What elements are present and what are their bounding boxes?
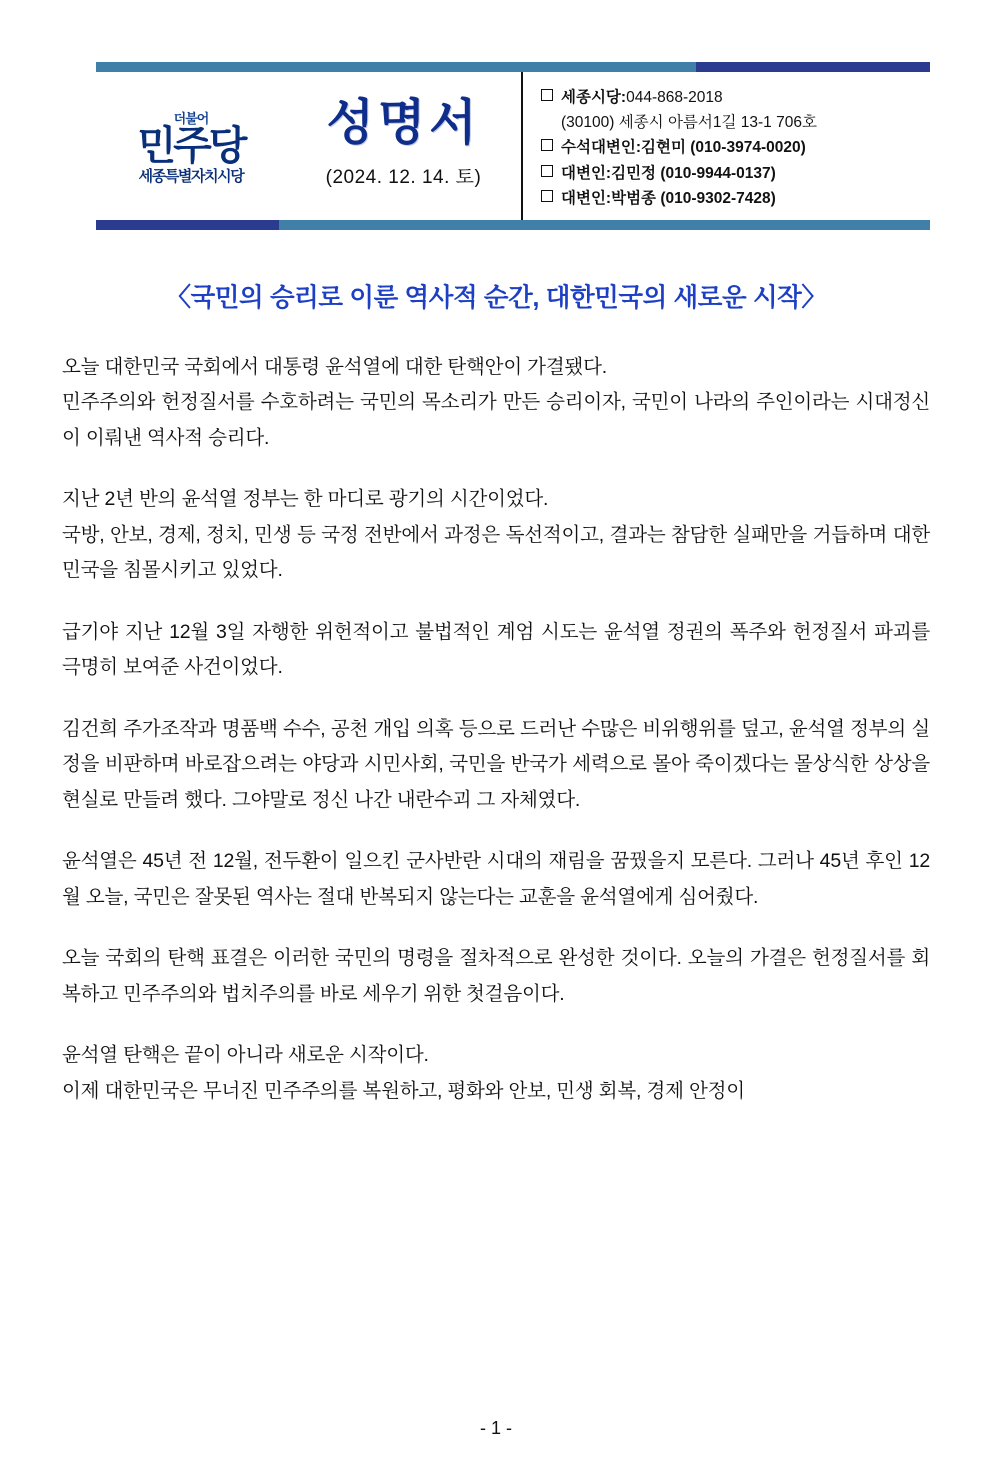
contact-line [541,135,930,160]
contact-separator: : [605,164,612,182]
contact-line [541,110,930,135]
contact-value: (30100) 세종시 아름서1길 13-1 706호 [561,114,817,132]
bottom-bar-segment-blue [96,220,279,230]
party-logo [96,72,286,220]
contact-line [541,161,930,186]
contact-separator: : [620,89,627,107]
paragraph: 급기야 지난 12월 3일 자행한 위헌적이고 불법적인 계엄 시도는 윤석열 정권의 폭주와 헌정질서 파괴를 극명히 보여준 사건이었다. [62,620,930,679]
paragraph: 김건희 주가조작과 명품백 수수, 공천 개입 의혹 등으로 드러난 수많은 비위행위를 덮고, 윤석열 정부의 실정을 비판하며 바로잡으려는 야당과 시민사회, 국민을 반국가 세력으로 몰아 죽이겠다는 몰상식한 상상을 현실로 만들려 했다. 그야말로 정신 나간 내란수괴 그 자체였다. [62,717,930,811]
paragraph: 오늘 국회의 탄핵 표결은 이러한 국민의 명령을 절차적으로 완성한 것이다. 오늘의 가결은 헌정질서를 회복하고 민주주의와 법치주의를 바로 세우기 위한 첫걸음이다. [62,947,930,1005]
contact-value: 044-868-2018 [626,89,723,107]
bottom-bar-segment-teal [279,220,930,230]
top-bar-segment-blue [696,62,930,72]
page-number: - 1 - [479,1418,512,1438]
checkbox-icon [541,190,553,202]
logo-main-text: 민주당 [137,124,245,169]
statement-headline: 〈국민의 승리로 이룬 역사적 순간, 대한민국의 새로운 시작〉 [165,284,827,312]
document-page [0,62,992,1465]
paragraph: 지난 2년 반의 윤석열 정부는 한 마디로 광기의 시간이었다. 국방, 안보, 경제, 정치, 민생 등 국정 전반에서 과정은 독선적이고, 결과는 참담한 실패만을 거듭하며 대한민국을 침몰시키고 있었다. [62,488,930,582]
contact-label: 세종시당 [561,89,621,107]
contact-line [541,186,930,211]
top-bar-segment-teal [96,62,696,72]
document-date: (2024. 12. 14. 토) [325,167,482,188]
letterhead-top-bar [96,62,930,72]
contact-value: 김민정 (010-9944-0137) [611,164,776,182]
checkbox-icon [541,139,553,151]
statement-body [62,350,930,1109]
letterhead [62,62,930,230]
contact-separator: : [605,189,612,207]
checkbox-icon [541,165,553,177]
contact-label: 대변인 [561,189,606,207]
paragraph: 오늘 대한민국 국회에서 대통령 윤석열에 대한 탄핵안이 가결됐다. 민주주의와 헌정질서를 수호하려는 국민의 목소리가 만든 승리이자, 국민이 나라의 주인이라는 시대정신이 이뤄낸 역사적 승리다. [62,356,930,449]
letterhead-bottom-bar [96,220,930,230]
contact-separator: : [635,139,642,157]
contact-value: 박범종 (010-9302-7428) [611,189,776,207]
paragraph: 윤석열 탄핵은 끝이 아니라 새로운 시작이다. 이제 대한민국은 무너진 민주주의를 복원하고, 평화와 안보, 민생 회복, 경제 안정이 [62,1044,745,1102]
contact-label: 수석대변인 [561,139,636,157]
checkbox-icon [541,89,553,101]
title-block [286,72,521,220]
contact-info-block [521,72,930,220]
logo-pre-text: 더불어 [173,111,209,127]
contact-line [541,85,930,110]
contact-value: 김현미 (010-3974-0020) [641,139,806,157]
paragraph: 윤석열은 45년 전 12월, 전두환이 일으킨 군사반란 시대의 재림을 꿈꿨을지 모른다. 그러나 45년 후인 12월 오늘, 국민은 잘못된 역사는 절대 반복되지 않는다는 교훈을 윤석열에게 심어줬다. [62,850,930,908]
contact-label: 대변인 [561,164,606,182]
logo-sub-text: 세종특별자치시당 [138,167,244,185]
document-title: 성명서 [326,96,481,150]
